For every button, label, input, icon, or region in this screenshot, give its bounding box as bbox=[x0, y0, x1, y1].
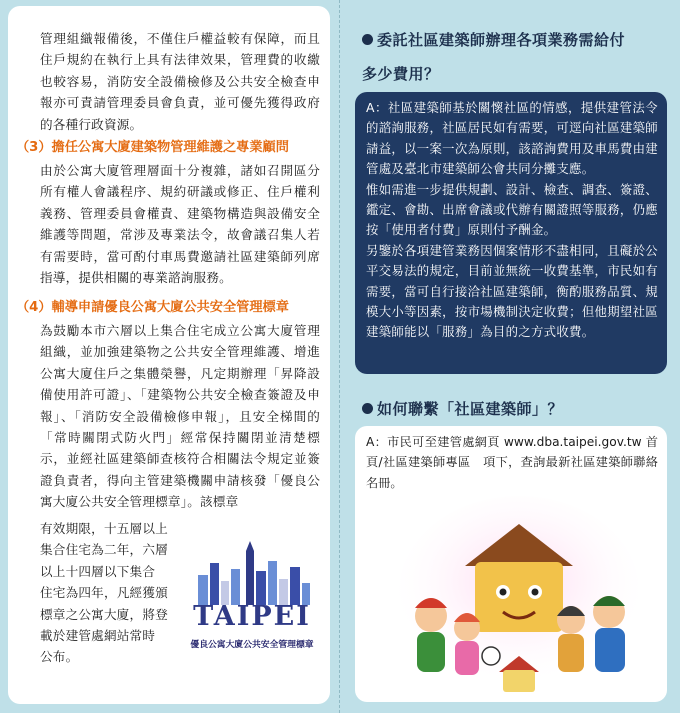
section-4-tail: 有效期限，十五層以上 集合住宅為二年，六層 以上十四層以下集合 住宅為四年，凡經獲頒 標章之公寓大廈，將登 載於建管處網站常時 公布。 bbox=[40, 521, 168, 665]
answer-1-box bbox=[355, 92, 667, 374]
answer-2-box bbox=[355, 426, 667, 702]
community-architect-illustration bbox=[395, 496, 643, 696]
section-4-body: 為鼓勵本市六層以上集合住宅成立公寓大廈管理組織，並加強建築物之公共安全管理維護、增進公寓大廈住戶之集體榮譽，凡定期辦理「昇降設備使用許可證」、「建築物公共安全檢查簽證及申報」、「消防安全設備檢修申報」，且安全梯間的「常時關閉式防火門」經常保持關閉並清楚標示，並經社區建築師查核符合相關法令規定並簽證負責者，得向主管建築機關申請核發「優良公寓大廈公共安全管理標章」。該標章 bbox=[40, 323, 320, 510]
bullet-icon bbox=[362, 403, 373, 414]
section-4-title: （4）輔導申請優良公寓大廈公共安全管理標章 bbox=[16, 300, 289, 315]
logo-wordmark: TAIPEI bbox=[193, 601, 311, 632]
section-3-body: 由於公寓大廈管理層面十分複雜，諸如召開區分所有權人會議程序、規約研議或修正、住戶權利義務、管理委員會權責、建築物構造與設備安全維護等問題，常涉及專業法令，故會議召集人若有需要時，當可酌付車馬費邀請社區建築師列席指導，提供相關的專業諮詢服務。 bbox=[40, 163, 320, 286]
question-1-title-cont: 多少費用？ bbox=[362, 65, 440, 83]
skyline-icon bbox=[186, 535, 318, 605]
intro-paragraph: 管理組織報備後，不僅住戶權益較有保障，而且住戶規約在執行上具有法律效果，管理費的收繳也較容易，消防安全設備檢修及公共安全檢查申報亦可責請管理委員會負責，並可優先獲得政府的各種行政資源。 bbox=[40, 31, 320, 132]
answer-2-text: A：市民可至建管處網頁 www.dba.taipei.gov.tw 首頁/社區建築師專區 項下，查詢最新社區建築師聯絡名冊。 bbox=[366, 435, 658, 490]
bullet-icon bbox=[362, 34, 373, 45]
answer-1-para-1: A：社區建築師基於關懷社區的情感，提供建管法令的諮詢服務，社區居民如有需要，可逕向社區建築師請益，以一案一次為原則，該諮詢費用及車馬費由建管處及臺北市建築師公會共同分攤支應。 bbox=[366, 100, 658, 177]
logo-caption: 優良公寓大廈公共安全管理標章 bbox=[190, 640, 314, 650]
taipei-safety-logo bbox=[186, 535, 318, 653]
question-1-title: 委託社區建築師辦理各項業務需給付 bbox=[362, 29, 625, 50]
section-3-title: （3）擔任公寓大廈建築物管理維護之專業顧問 bbox=[16, 140, 289, 155]
answer-1-para-2: 惟如需進一步提供規劃、設計、檢查、調查、簽證、鑑定、會勘、出席會議或代辦有關證照等服務，仍應按「使用者付費」原則付予酬金。 bbox=[366, 181, 658, 238]
question-2-title: 如何聯繫「社區建築師」？ bbox=[362, 398, 563, 419]
answer-1-para-3: 另鑒於各項建管業務因個案情形不盡相同，且礙於公平交易法的規定，目前並無統一收費基準，市民如有需要，當可自行接洽社區建築師，衡酌服務品質、規模大小等因素，按市場機制決定收費；但他期望社區建築師能以「服務」為目的之方式收費。 bbox=[366, 242, 658, 340]
fold-line bbox=[339, 0, 341, 713]
